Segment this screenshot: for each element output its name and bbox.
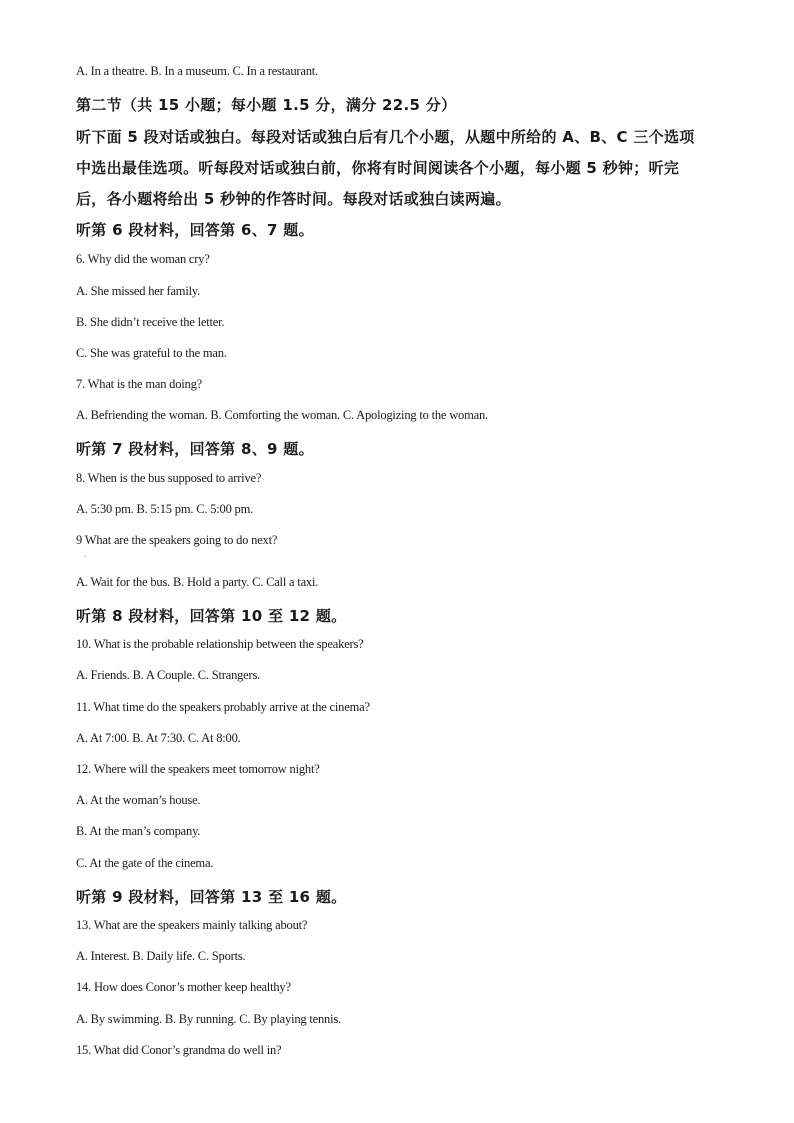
material-7-heading: 听第 7 段材料，回答第 8、9 题。: [76, 440, 314, 458]
question-10: 10. What is the probable relationship between the speakers?: [76, 637, 364, 651]
q12-option-c: C. At the gate of the cinema.: [76, 856, 214, 870]
instructions-line-1: 听下面 5 段对话或独白。每段对话或独白后有几个小题，从题中所给的 A、B、C 三个选项: [76, 128, 695, 146]
question-6: 6. Why did the woman cry?: [76, 252, 210, 266]
q13-options: A. Interest. B. Daily life. C. Sports.: [76, 949, 246, 963]
q12-option-b: B. At the man’s company.: [76, 824, 201, 838]
material-9-heading: 听第 9 段材料，回答第 13 至 16 题。: [76, 888, 347, 906]
q6-option-a: A. She missed her family.: [76, 284, 201, 298]
question-7: 7. What is the man doing?: [76, 377, 202, 391]
material-6-heading: 听第 6 段材料，回答第 6、7 题。: [76, 221, 314, 239]
section-heading: 第二节（共 15 小题；每小题 1.5 分，满分 22.5 分）: [76, 96, 457, 114]
stray-mark: .: [84, 551, 86, 559]
instructions-line-2: 中选出最佳选项。听每段对话或独白前，你将有时间阅读各个小题，每小题 5 秒钟；听完: [76, 159, 680, 177]
question-13: 13. What are the speakers mainly talking about?: [76, 918, 308, 932]
q12-option-a: A. At the woman’s house.: [76, 793, 201, 807]
instructions-line-3: 后，各小题将给出 5 秒钟的作答时间。每段对话或独白读两遍。: [76, 190, 511, 208]
question-11: 11. What time do the speakers probably arrive at the cinema?: [76, 700, 370, 714]
question-12: 12. Where will the speakers meet tomorrow night?: [76, 762, 320, 776]
q9-options: A. Wait for the bus. B. Hold a party. C. Call a taxi.: [76, 575, 319, 589]
q14-options: A. By swimming. B. By running. C. By playing tennis.: [76, 1012, 341, 1026]
q8-options: A. 5:30 pm. B. 5:15 pm. C. 5:00 pm.: [76, 502, 254, 516]
q10-options: A. Friends. B. A Couple. C. Strangers.: [76, 668, 261, 682]
question-14: 14. How does Conor’s mother keep healthy?: [76, 980, 291, 994]
q6-option-b: B. She didn’t receive the letter.: [76, 315, 225, 329]
material-8-heading: 听第 8 段材料，回答第 10 至 12 题。: [76, 607, 347, 625]
question-8: 8. When is the bus supposed to arrive?: [76, 471, 262, 485]
question-9: 9 What are the speakers going to do next?: [76, 533, 278, 547]
q6-option-c: C. She was grateful to the man.: [76, 346, 227, 360]
question-15: 15. What did Conor’s grandma do well in?: [76, 1043, 282, 1057]
answer-options-5: A. In a theatre. B. In a museum. C. In a restaurant.: [76, 64, 318, 78]
q11-options: A. At 7:00. B. At 7:30. C. At 8:00.: [76, 731, 241, 745]
q7-options: A. Befriending the woman. B. Comforting the woman. C. Apologizing to the woman.: [76, 408, 488, 422]
